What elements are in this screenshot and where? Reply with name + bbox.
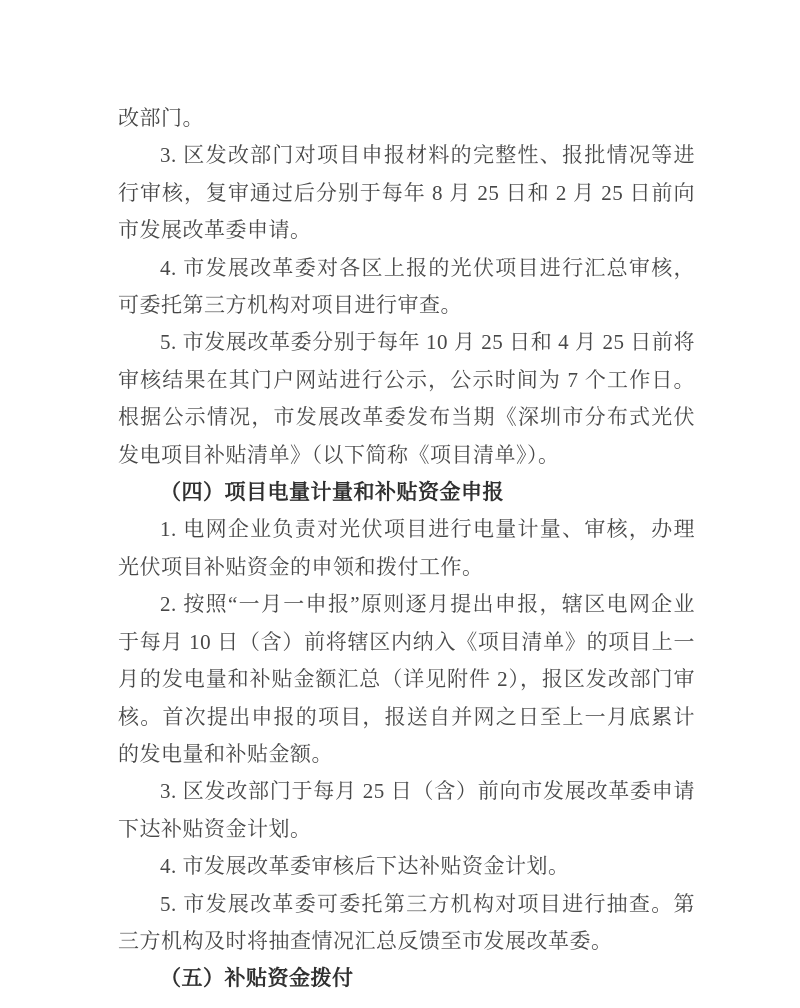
section-heading-4-metering-and-subsidy-application: （四）项目电量计量和补贴资金申报 — [160, 481, 504, 505]
paragraph-item-3-district-fund-plan-request: 3. 区发改部门于每月 25 日（含）前向市发展改革委申请下达补贴资金计划。 — [118, 779, 695, 841]
paragraph-item-4-city-fund-plan-issue: 4. 市发展改革委审核后下达补贴资金计划。 — [160, 854, 570, 879]
paragraph-item-1-grid-enterprise-duty: 1. 电网企业负责对光伏项目进行电量计量、审核，办理光伏项目补贴资金的申领和拨付工作。 — [118, 517, 695, 579]
document-text-block — [118, 100, 695, 998]
paragraph-item-4-city-summary-review: 4. 市发展改革委对各区上报的光伏项目进行汇总审核，可委托第三方机构对项目进行审查。 — [118, 255, 695, 318]
section-heading-5-subsidy-fund-disbursement: （五）补贴资金拨付 — [160, 967, 354, 991]
paragraph-continuation: 改部门。 — [118, 106, 204, 130]
paragraph-item-2-monthly-application: 2. 按照“一月一申报”原则逐月提出申报，辖区电网企业于每月 10 日（含）前将辖区内纳入《项目清单》的项目上一月的发电量和补贴金额汇总（详见附件 2），报区发改部门审核。首次提出申报的项目，报送自并网之日至上一月底累计的发电量和补贴金额。 — [118, 592, 695, 766]
paragraph-item-3-project-review: 3. 区发改部门对项目申报材料的完整性、报批情况等进行审核，复审通过后分别于每年 8 月 25 日和 2 月 25 日前向市发展改革委申请。 — [118, 143, 695, 243]
paragraph-item-5-publicity: 5. 市发展改革委分别于每年 10 月 25 日和 4 月 25 日前将审核结果在其门户网站进行公示，公示时间为 7 个工作日。根据公示情况，市发展改革委发布当期《深圳市分布式光伏发电项目补贴清单》（以下简称《项目清单》）。 — [118, 330, 695, 467]
paragraph-item-5-spot-check: 5. 市发展改革委可委托第三方机构对项目进行抽查。第三方机构及时将抽查情况汇总反馈至市发展改革委。 — [118, 891, 695, 953]
